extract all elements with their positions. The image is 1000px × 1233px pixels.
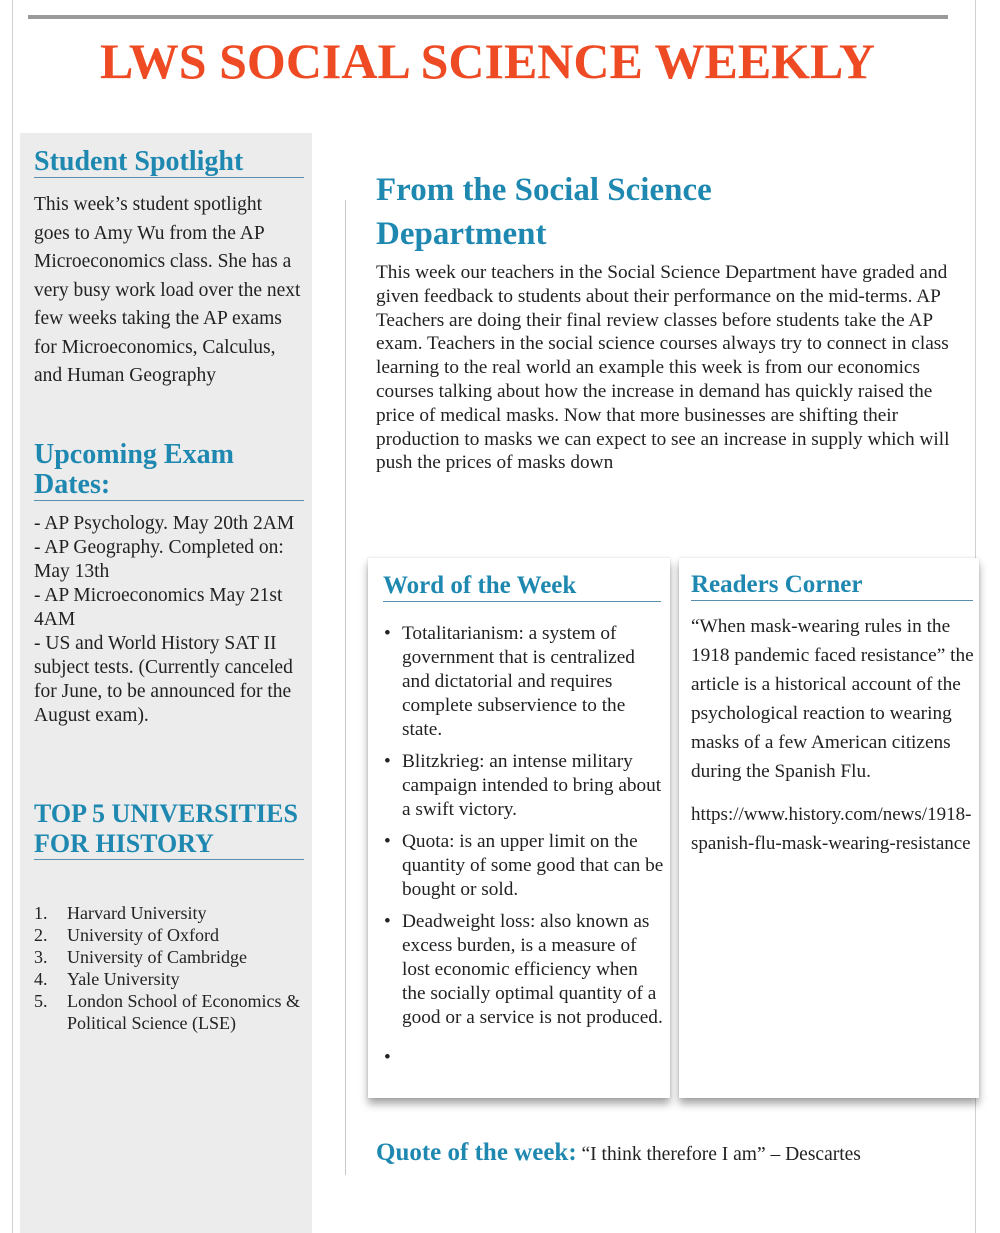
readers-corner-heading: Readers Corner <box>691 570 973 601</box>
exam-item: - AP Microeconomics May 21st 4AM <box>34 585 283 630</box>
list-item: 1. Harvard University <box>34 903 207 923</box>
masthead-title: LWS SOCIAL SCIENCE WEEKLY <box>100 33 875 89</box>
list-item: • Totalitarianism: a system of government that is centralized and dictatorial and requires complete subservience to the state. <box>384 623 635 740</box>
quote-text: “I think therefore I am” – Descartes <box>576 1144 861 1165</box>
exam-item: - AP Psychology. May 20th 2AM <box>34 513 295 534</box>
list-item: • Quota: is an upper limit on the quantity of some good that can be bought or sold. <box>384 831 664 900</box>
quote-label: Quote of the week: <box>376 1139 577 1166</box>
word-of-week-list: • Totalitarianism: a system of government that is centralized and dictatorial and requires complete subservience to the state. • Blitzkrieg: an intense military campaign intended to bring about a swift victory. • Quota: is an upper limit on the quantity of some good that can be bought or sold. • Deadweight loss: also known as excess burden, is a measure of lost economic efficiency when the socially optimal quantity of a good or a service is not produced. • <box>384 623 664 1068</box>
department-title: From the Social Science Department <box>376 172 712 252</box>
list-item: 2. University of Oxford <box>34 925 219 945</box>
column-divider <box>345 200 346 1175</box>
readers-corner-text: “When mask-wearing rules in the 1918 pandemic faced resistance” the article is a historical account of the psychological reaction to wearing masks of a few American citizens during the Spanish Flu. <box>691 616 974 782</box>
list-item: • Deadweight loss: also known as excess burden, is a measure of lost economic efficiency when the socially optimal quantity of a good or a service is not produced. <box>384 911 663 1028</box>
exams-list <box>34 512 304 728</box>
list-item: • Blitzkrieg: an intense military campaign intended to bring about a swift victory. <box>384 751 662 820</box>
spotlight-heading: Student Spotlight <box>34 147 304 178</box>
word-of-week-heading: Word of the Week <box>383 571 661 602</box>
exam-item: - AP Geography. Completed on: May 13th <box>34 537 284 582</box>
spotlight-text: This week’s student spotlight goes to Amy Wu from the AP Microeconomics class. She has a very busy work load over the next few weeks taking the AP exams for Microeconomics, Calculus, and Human Geography <box>34 194 301 386</box>
top-rule <box>28 15 948 19</box>
universities-list <box>34 902 304 1034</box>
exam-item: - US and World History SAT II subject tests. (Currently canceled for June, to be announced for the August exam). <box>34 633 293 726</box>
list-item: 5. London School of Economics & Political Science (LSE) <box>34 991 300 1033</box>
department-body: This week our teachers in the Social Science Department have graded and given feedback to students about their performance on the mid-terms. AP Teachers are doing their final review classes before students take the AP exam. Teachers in the social science courses always try to connect in class learning to the real world an example this week is from our economics courses talking about how the increase in demand has quickly raised the price of medical masks. Now that more businesses are shifting their production to masks we can expect to see an increase in supply which will push the prices of masks down <box>376 262 950 474</box>
readers-corner-link[interactable]: https://www.history.com/news/1918-spanish-flu-mask-wearing-resistance <box>691 804 972 854</box>
left-page-edge <box>12 0 13 1233</box>
quote-of-week <box>376 1136 976 1172</box>
universities-heading: TOP 5 UNIVERSITIES FOR HISTORY <box>34 799 304 860</box>
list-item: 4. Yale University <box>34 969 180 989</box>
list-item: 3. University of Cambridge <box>34 947 247 967</box>
exams-heading: Upcoming Exam Dates: <box>34 440 304 501</box>
